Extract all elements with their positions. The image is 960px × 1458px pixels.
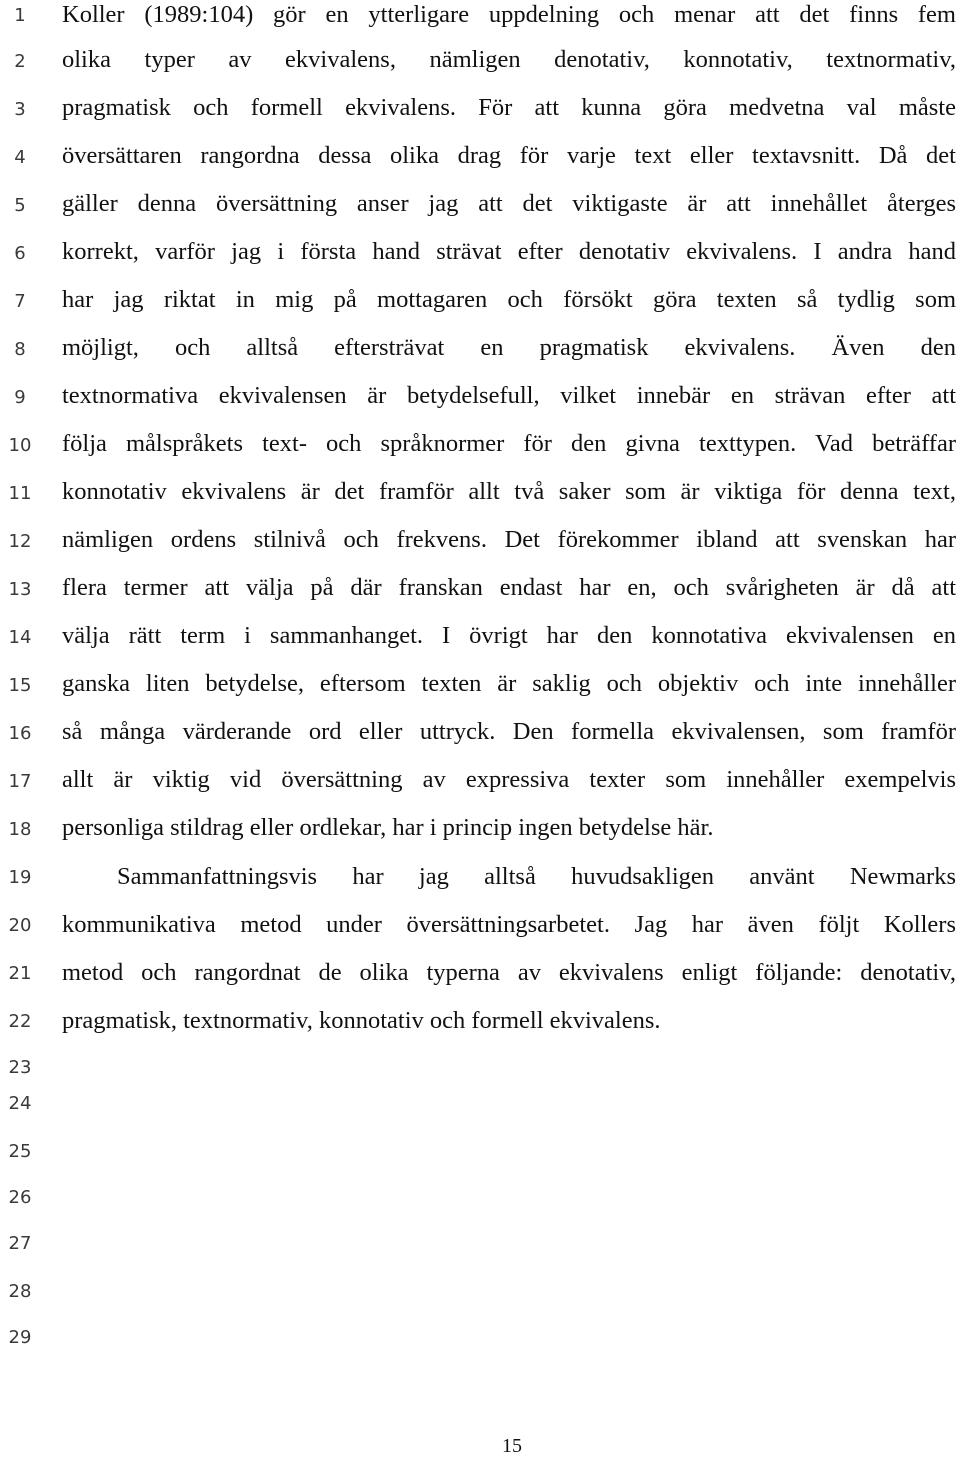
line-number: 28: [8, 1281, 32, 1302]
line-number: 20: [8, 915, 32, 936]
line-number: 5: [14, 195, 26, 216]
line-number: 1: [14, 5, 26, 26]
line-number: 25: [8, 1141, 32, 1162]
text-line: konnotativ ekvivalens är det framför allt två saker som är viktiga för denna text,: [62, 478, 956, 505]
line-number: 16: [8, 723, 32, 744]
line-number: 27: [8, 1233, 32, 1254]
line-number: 12: [8, 531, 32, 552]
text-line: Koller (1989:104) gör en ytterligare uppdelning och menar att det finns fem: [62, 1, 956, 28]
text-line: allt är viktig vid översättning av expressiva texter som innehåller exempelvis: [62, 766, 956, 793]
text-line: Sammanfattningsvis har jag alltså huvudsakligen använt Newmarks: [117, 863, 956, 890]
line-number: 19: [8, 867, 32, 888]
text-line: pragmatisk och formell ekvivalens. För att kunna göra medvetna val måste: [62, 94, 956, 121]
line-number: 3: [14, 99, 26, 120]
line-number: 9: [14, 387, 26, 408]
line-number: 23: [8, 1057, 32, 1078]
page-number: 15: [502, 1435, 522, 1457]
text-line: metod och rangordnat de olika typerna av ekvivalens enligt följande: denotativ,: [62, 959, 956, 986]
line-number-gutter: [0, 0, 44, 1400]
text-line: flera termer att välja på där franskan endast har en, och svårigheten är då att: [62, 574, 956, 601]
text-line: möjligt, och alltså eftersträvat en pragmatisk ekvivalens. Även den: [62, 334, 956, 361]
line-number: 17: [8, 771, 32, 792]
line-number: 4: [14, 147, 26, 168]
line-number: 11: [8, 483, 32, 504]
line-number: 10: [8, 435, 32, 456]
line-number: 21: [8, 963, 32, 984]
text-line: kommunikativa metod under översättningsarbetet. Jag har även följt Kollers: [62, 911, 956, 938]
text-line: korrekt, varför jag i första hand strävat efter denotativ ekvivalens. I andra hand: [62, 238, 956, 265]
text-line: har jag riktat in mig på mottagaren och försökt göra texten så tydlig som: [62, 286, 956, 313]
text-line: översättaren rangordna dessa olika drag för varje text eller textavsnitt. Då det: [62, 142, 956, 169]
line-number: 18: [8, 819, 32, 840]
text-line: välja rätt term i sammanhanget. I övrigt har den konnotativa ekvivalensen en: [62, 622, 956, 649]
line-number: 8: [14, 339, 26, 360]
line-number: 15: [8, 675, 32, 696]
line-number: 26: [8, 1187, 32, 1208]
text-line: gäller denna översättning anser jag att det viktigaste är att innehållet återges: [62, 190, 956, 217]
line-number: 22: [8, 1011, 32, 1032]
text-line: olika typer av ekvivalens, nämligen denotativ, konnotativ, textnormativ,: [62, 46, 956, 73]
line-number: 13: [8, 579, 32, 600]
line-number: 24: [8, 1093, 32, 1114]
text-line: textnormativa ekvivalensen är betydelsefull, vilket innebär en strävan efter att: [62, 382, 956, 409]
text-line: personliga stildrag eller ordlekar, har i princip ingen betydelse här.: [62, 814, 714, 841]
text-line: följa målspråkets text- och språknormer för den givna texttypen. Vad beträffar: [62, 430, 956, 457]
line-number: 29: [8, 1327, 32, 1348]
text-line: nämligen ordens stilnivå och frekvens. Det förekommer ibland att svenskan har: [62, 526, 956, 553]
text-line: pragmatisk, textnormativ, konnotativ och formell ekvivalens.: [62, 1007, 661, 1034]
line-number: 14: [8, 627, 32, 648]
line-number: 7: [14, 291, 26, 312]
text-line: ganska liten betydelse, eftersom texten är saklig och objektiv och inte innehåller: [62, 670, 956, 697]
line-number: 2: [14, 51, 26, 72]
text-line: så många värderande ord eller uttryck. Den formella ekvivalensen, som framför: [62, 718, 956, 745]
line-number: 6: [14, 243, 26, 264]
